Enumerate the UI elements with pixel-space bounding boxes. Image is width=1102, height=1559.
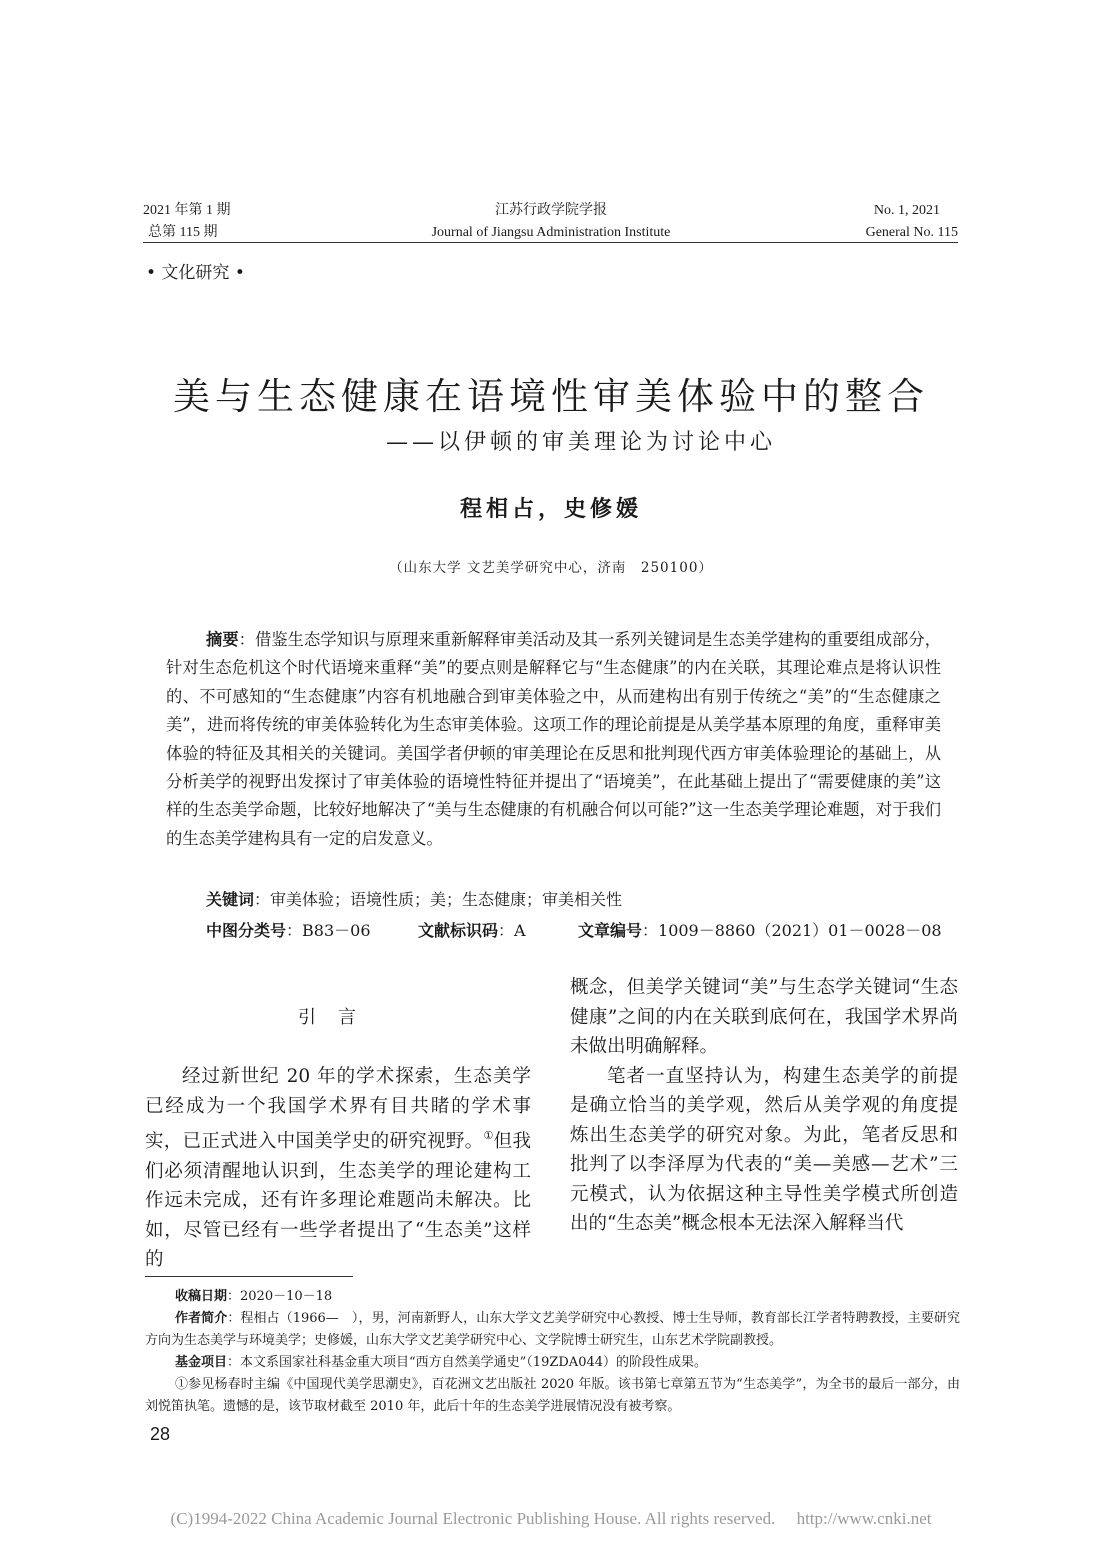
affiliation: （山东大学 文艺美学研究中心，济南 250100） xyxy=(389,560,713,576)
section-heading-introduction: 引言 xyxy=(298,1007,378,1028)
fund-label: 基金项目 xyxy=(175,1355,228,1370)
section-label: • 文化研究 • xyxy=(146,263,245,283)
journal-name-cn: 江苏行政学院学报 xyxy=(495,203,607,218)
keywords-text: ：审美体验；语境性质；美；生态健康；审美相关性 xyxy=(254,890,623,909)
author-bio-value: ：程相占（1966— ），男，河南新野人，山东大学文艺美学研究中心教授、博士生导师，教育部长江学者特聘教授，主要研究方向为生态美学与环境美学；史修媛，山东大学文艺美学研究中心、文学院博士研究生，山东艺术学院副教授。 xyxy=(145,1311,960,1348)
footnote-rule xyxy=(145,1276,353,1277)
copyright-notice: (C)1994-2022 China Academic Journal Electronic Publishing House. All rights reserved. http://www.cnki.net xyxy=(170,1509,932,1528)
intro-paragraph-part2: 但我们必须清醒地认识到，生态美学的理论建构工作远未完成，还有许多理论难题尚未解决。比如，尽管已经有一些学者提出了“生态美”这样的 xyxy=(145,1131,531,1270)
right-paragraph-1: 概念，但美学关键词“美”与生态学关键词“生态健康”之间的内在关联到底何在，我国学术界尚未做出明确解释。 xyxy=(570,977,958,1057)
received-date-label: 收稿日期 xyxy=(175,1289,228,1304)
issue-en: No. 1, 2021 xyxy=(873,203,940,218)
classification-line xyxy=(206,918,942,941)
body-left-column xyxy=(145,1062,531,1275)
authors: 程相占，史修媛 xyxy=(459,496,642,522)
footnotes xyxy=(145,1286,960,1418)
clc-value: ：B83－06 xyxy=(286,921,371,940)
article-no-label: 文章编号 xyxy=(578,921,643,940)
article-subtitle: ——以伊顿的审美理论为讨论中心 xyxy=(385,430,776,455)
doc-code-value: ：A xyxy=(498,921,526,940)
header-rule xyxy=(143,242,958,243)
abstract xyxy=(166,626,941,853)
received-date-value: ：2020－10－18 xyxy=(227,1289,333,1304)
keywords xyxy=(206,887,622,910)
clc-label: 中图分类号 xyxy=(206,921,287,940)
journal-name-en: Journal of Jiangsu Administration Institute xyxy=(431,225,671,240)
doc-code-label: 文献标识码 xyxy=(418,921,499,940)
fund-value: ：本文系国家社科基金重大项目“西方自然美学通史”（19ZDA044）的阶段性成果。 xyxy=(227,1355,708,1370)
author-bio-label: 作者简介 xyxy=(175,1311,228,1326)
page-number: 28 xyxy=(150,1424,171,1444)
keywords-label: 关键词 xyxy=(206,890,255,909)
footnote-1: ①参见杨春时主编《中国现代美学思潮史》，百花洲文艺出版社 2020 年版。该书第七章第五节为“生态美学”，为全书的最后一部分，由刘悦笛执笔。遗憾的是，该节取材截至 2010 年，此后十年的生态美学进展情况没有被考察。 xyxy=(145,1377,960,1414)
footnote-reference-1[interactable]: ① xyxy=(483,1129,494,1142)
total-issue-cn: 总第 115 期 xyxy=(148,225,218,240)
article-no-value: ：1009－8860（2021）01－0028－08 xyxy=(642,921,942,940)
total-issue-en: General No. 115 xyxy=(865,225,958,240)
body-right-column xyxy=(570,973,958,1239)
article-title: 美与生态健康在语境性审美体验中的整合 xyxy=(173,375,929,418)
right-paragraph-2: 笔者一直坚持认为，构建生态美学的前提是确立恰当的美学观，然后从美学观的角度提炼出生态美学的研究对象。为此，笔者反思和批判了以李泽厚为代表的“美—美感—艺术”三元模式，认为依据这种主导性美学模式所创造出的“生态美”概念根本无法深入解释当代 xyxy=(570,1065,958,1234)
intro-paragraph-part1: 经过新世纪 20 年的学术探索，生态美学已经成为一个我国学术界有目共睹的学术事实，已正式进入中国美学史的研究视野。 xyxy=(145,1066,531,1152)
abstract-label: 摘要 xyxy=(206,630,239,649)
abstract-text: ：借鉴生态学知识与原理来重新解释审美活动及其一系列关键词是生态美学建构的重要组成部分，针对生态危机这个时代语境来重释“美”的要点则是解释它与“生态健康”的内在关联，其理论难点是将认识性的、不可感知的“生态健康”内容有机地融合到审美体验之中，从而建构出有别于传统之“美”的“生态健康之美”，进而将传统的审美体验转化为生态审美体验。这项工作的理论前提是从美学基本原理的角度，重释审美体验的特征及其相关的关键词。美国学者伊顿的审美理论在反思和批判现代西方审美体验理论的基础上，从分析美学的视野出发探讨了审美体验的语境性特征并提出了“语境美”，在此基础上提出了“需要健康的美”这样的生态美学命题，比较好地解决了“美与生态健康的有机融合何以可能?”这一生态美学理论难题，对于我们的生态美学建构具有一定的启发意义。 xyxy=(166,630,941,848)
issue-cn: 2021 年第 1 期 xyxy=(143,203,231,218)
